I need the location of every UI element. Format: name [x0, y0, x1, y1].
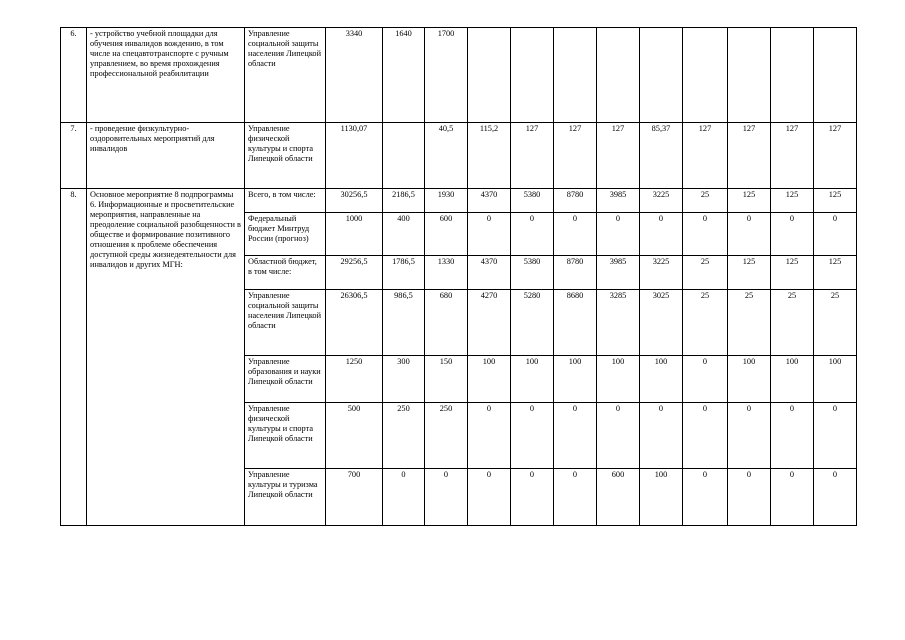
value-cell: 127	[597, 123, 640, 189]
value-cell: 1000	[326, 213, 383, 256]
funding-source: Областной бюджет, в том числе:	[245, 256, 326, 290]
funding-source: Федеральный бюджет Минтруд России (прогноз)	[245, 213, 326, 256]
value-cell: 0	[683, 213, 728, 256]
value-cell: 40,5	[425, 123, 468, 189]
value-cell	[554, 28, 597, 123]
value-cell: 1930	[425, 189, 468, 213]
value-cell: 986,5	[383, 290, 425, 356]
value-cell: 1786,5	[383, 256, 425, 290]
value-cell: 0	[683, 403, 728, 469]
table-row	[61, 189, 857, 213]
value-cell: 250	[425, 403, 468, 469]
value-cell: 25	[683, 256, 728, 290]
value-cell: 100	[468, 356, 511, 403]
value-cell: 3225	[640, 256, 683, 290]
value-cell: 300	[383, 356, 425, 403]
measure-name: Основное мероприятие 8 подпрограммы 6. Информационные и просветительские мероприятия, направленные на преодоление социальной разобщенности в обществе и формирование позитивного отношения к проблеме обеспечения доступной среды жизнедеятельности для инвалидов и других МГН:	[87, 189, 245, 526]
value-cell: 1250	[326, 356, 383, 403]
value-cell: 3985	[597, 256, 640, 290]
funding-source: Управление физической культуры и спорта Липецкой области	[245, 123, 326, 189]
value-cell: 3340	[326, 28, 383, 123]
value-cell: 1640	[383, 28, 425, 123]
value-cell: 0	[683, 356, 728, 403]
value-cell: 0	[814, 213, 857, 256]
funding-source: Всего, в том числе:	[245, 189, 326, 213]
value-cell: 3285	[597, 290, 640, 356]
value-cell: 3225	[640, 189, 683, 213]
value-cell: 4270	[468, 290, 511, 356]
value-cell: 5380	[511, 256, 554, 290]
value-cell: 0	[814, 403, 857, 469]
value-cell: 25	[683, 290, 728, 356]
funding-source: Управление образования и науки Липецкой области	[245, 356, 326, 403]
value-cell: 115,2	[468, 123, 511, 189]
row-number: 7.	[61, 123, 87, 189]
value-cell: 0	[771, 469, 814, 526]
value-cell: 600	[597, 469, 640, 526]
value-cell: 2186,5	[383, 189, 425, 213]
program-table	[60, 27, 857, 526]
value-cell: 400	[383, 213, 425, 256]
value-cell: 25	[728, 290, 771, 356]
value-cell: 0	[511, 469, 554, 526]
value-cell: 0	[683, 469, 728, 526]
value-cell: 125	[771, 189, 814, 213]
value-cell: 5380	[511, 189, 554, 213]
value-cell: 0	[728, 469, 771, 526]
value-cell: 8780	[554, 189, 597, 213]
value-cell: 0	[554, 213, 597, 256]
value-cell: 125	[814, 256, 857, 290]
value-cell: 125	[728, 256, 771, 290]
value-cell: 500	[326, 403, 383, 469]
value-cell: 0	[468, 213, 511, 256]
value-cell: 26306,5	[326, 290, 383, 356]
value-cell	[383, 123, 425, 189]
value-cell: 0	[728, 213, 771, 256]
value-cell: 3985	[597, 189, 640, 213]
value-cell: 127	[683, 123, 728, 189]
funding-source: Управление социальной защиты населения Липецкой области	[245, 28, 326, 123]
value-cell: 0	[640, 213, 683, 256]
value-cell	[728, 28, 771, 123]
value-cell: 1700	[425, 28, 468, 123]
value-cell	[814, 28, 857, 123]
value-cell	[640, 28, 683, 123]
value-cell: 0	[771, 403, 814, 469]
value-cell: 0	[771, 213, 814, 256]
value-cell: 8680	[554, 290, 597, 356]
value-cell: 100	[814, 356, 857, 403]
row-number: 6.	[61, 28, 87, 123]
value-cell	[771, 28, 814, 123]
value-cell	[683, 28, 728, 123]
value-cell	[511, 28, 554, 123]
value-cell: 4370	[468, 189, 511, 213]
value-cell: 100	[597, 356, 640, 403]
value-cell: 25	[814, 290, 857, 356]
value-cell: 0	[554, 403, 597, 469]
value-cell: 0	[554, 469, 597, 526]
funding-source: Управление социальной защиты населения Липецкой области	[245, 290, 326, 356]
value-cell	[468, 28, 511, 123]
value-cell: 25	[771, 290, 814, 356]
value-cell	[597, 28, 640, 123]
value-cell: 600	[425, 213, 468, 256]
value-cell: 0	[597, 213, 640, 256]
value-cell: 3025	[640, 290, 683, 356]
value-cell: 680	[425, 290, 468, 356]
value-cell: 0	[468, 403, 511, 469]
funding-source: Управление физической культуры и спорта Липецкой области	[245, 403, 326, 469]
value-cell: 0	[383, 469, 425, 526]
value-cell: 100	[771, 356, 814, 403]
value-cell: 5280	[511, 290, 554, 356]
value-cell: 0	[597, 403, 640, 469]
value-cell: 0	[425, 469, 468, 526]
value-cell: 127	[814, 123, 857, 189]
value-cell: 30256,5	[326, 189, 383, 213]
value-cell: 1330	[425, 256, 468, 290]
value-cell: 4370	[468, 256, 511, 290]
value-cell: 100	[640, 356, 683, 403]
table-row	[61, 123, 857, 189]
value-cell: 150	[425, 356, 468, 403]
funding-source: Управление культуры и туризма Липецкой области	[245, 469, 326, 526]
value-cell: 100	[640, 469, 683, 526]
value-cell: 127	[728, 123, 771, 189]
value-cell: 127	[771, 123, 814, 189]
value-cell: 29256,5	[326, 256, 383, 290]
value-cell: 0	[814, 469, 857, 526]
value-cell: 100	[728, 356, 771, 403]
value-cell: 25	[683, 189, 728, 213]
value-cell: 0	[640, 403, 683, 469]
value-cell: 127	[511, 123, 554, 189]
value-cell: 0	[468, 469, 511, 526]
value-cell: 125	[814, 189, 857, 213]
row-number: 8.	[61, 189, 87, 526]
table-body	[61, 28, 857, 526]
value-cell: 0	[728, 403, 771, 469]
value-cell: 0	[511, 403, 554, 469]
measure-name: - устройство учебной площадки для обучения инвалидов вождению, в том числе на спецавтотранспорте с ручным управлением, во время прохождения профессиональной реабилитации	[87, 28, 245, 123]
value-cell: 0	[511, 213, 554, 256]
value-cell: 8780	[554, 256, 597, 290]
value-cell: 125	[771, 256, 814, 290]
value-cell: 250	[383, 403, 425, 469]
value-cell: 100	[554, 356, 597, 403]
value-cell: 127	[554, 123, 597, 189]
value-cell: 1130,07	[326, 123, 383, 189]
value-cell: 85,37	[640, 123, 683, 189]
value-cell: 700	[326, 469, 383, 526]
measure-name: - проведение физкультурно-оздоровительных мероприятий для инвалидов	[87, 123, 245, 189]
table-row	[61, 28, 857, 123]
value-cell: 100	[511, 356, 554, 403]
value-cell: 125	[728, 189, 771, 213]
